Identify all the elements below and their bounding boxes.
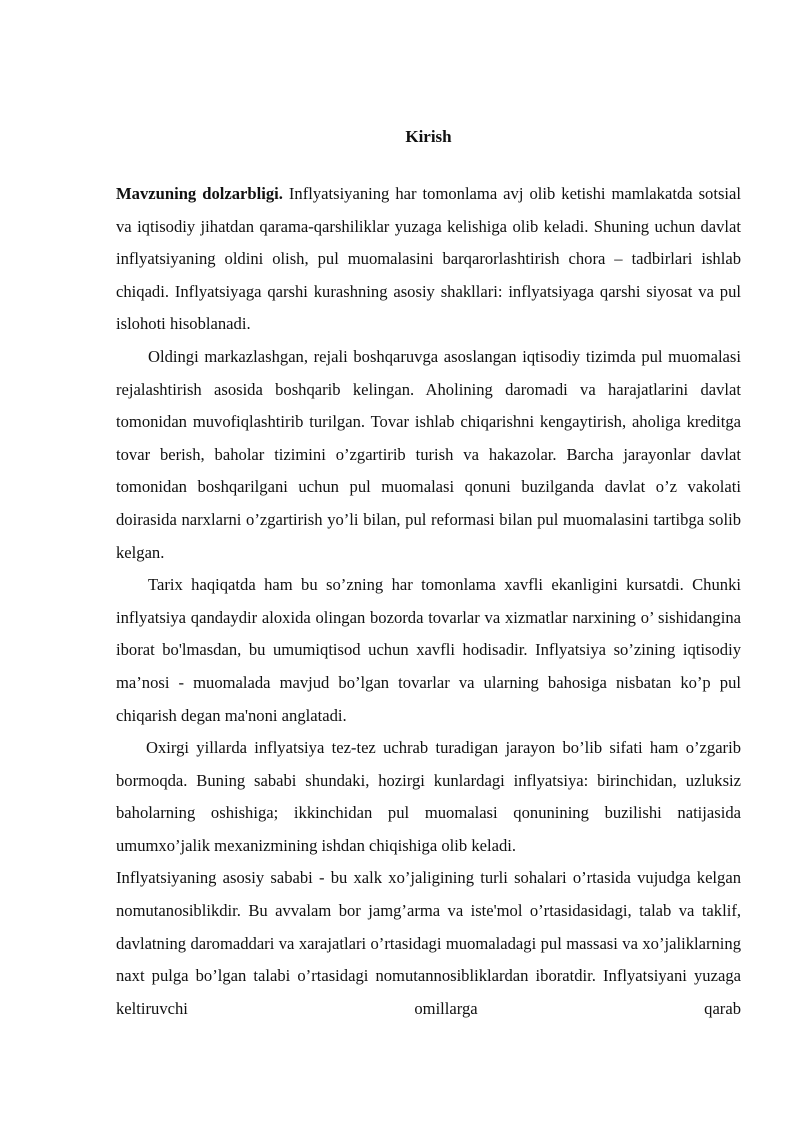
page-title: Kirish	[405, 127, 452, 146]
paragraph-history: Tarix haqiqatda ham bu so’zning har tomonlama xavfli ekanligini kursatdi. Chunki inflyatsiya qandaydir aloxida olingan bozorda tovarlar va xizmatlar narxining o’ sishidangina iborat bo'lmasdan, bu umumiqtisod uchun xavfli hodisadir. Inflyatsiya so’zining iqtisodiy ma’nosi - muomalada mavjud bo’lgan tovarlar va ularning bahosiga nisbatan ko’p pul chiqarish degan ma'noni anglatadi.	[116, 575, 741, 725]
paragraph-lead: Mavzuning dolzarbligi.	[116, 184, 283, 203]
paragraph-recent-years: Oxirgi yillarda inflyatsiya tez-tez uchrab turadigan jarayon bo’lib sifati ham o’zgarib bormoqda. Buning sababi shundaki, hozirgi kunlardagi inflyatsiya: birinchidan, uzluksiz baholarning oshishiga; ikkinchidan pul muomalasi qonunining buzilishi natijasida umumxo’jalik mexanizmining ishdan chiqishiga olib keladi.	[116, 738, 741, 855]
paragraph-main-cause: Inflyatsiyaning asosiy sababi - bu xalk xo’jaligining turli sohalari o’rtasida vujudga kelgan nomutanosiblikdir. Bu avvalam bor jamg’arma va iste'mol o’rtasidasidagi, talab va taklif, davlatning daromaddari va xarajatlari o’rtasidagi muomaladagi pul massasi va xo’jaliklarning naxt pulga bo’lgan talabi o’rtasidagi nomutannosibliklardan iboratdir. Inflyatsiyani yuzaga keltiruvchi omillarga qarab	[116, 868, 741, 1018]
document-body	[116, 178, 741, 1025]
paragraph-text: Inflyatsiyaning har tomonlama avj olib ketishi mamlakatda sotsial va iqtisodiy jihatdan qarama-qarshiliklar yuzaga kelishiga olib keladi. Shuning uchun davlat inflyatsiyaning oldini olish, pul muomalasini barqarorlashtirish chora – tadbirlari ishlab chiqadi. Inflyatsiyaga qarshi kurashning asosiy shakllari: inflyatsiyaga qarshi siyosat va pul islohoti hisoblanadi.	[116, 184, 742, 334]
paragraph-planned-economy: Oldingi markazlashgan, rejali boshqaruvga asoslangan iqtisodiy tizimda pul muomalasi rejalashtirish asosida boshqarib kelingan. Aholining daromadi va harajatlarini davlat tomonidan muvofiqlashtirib turilgan. Tovar ishlab chiqarishni kengaytirish, aholiga kreditga tovar berish, baholar tizimini o’zgartirib turish va hakazolar. Barcha jarayonlar davlat tomonidan boshqarilgani uchun pul muomalasi qonuni buzilganda davlat o’z vakolati doirasida narxlarni o’zgartirish yo’li bilan, pul reformasi bilan pul muomalasini tartibga solib kelgan.	[116, 346, 741, 562]
paragraph-relevance	[116, 178, 741, 341]
